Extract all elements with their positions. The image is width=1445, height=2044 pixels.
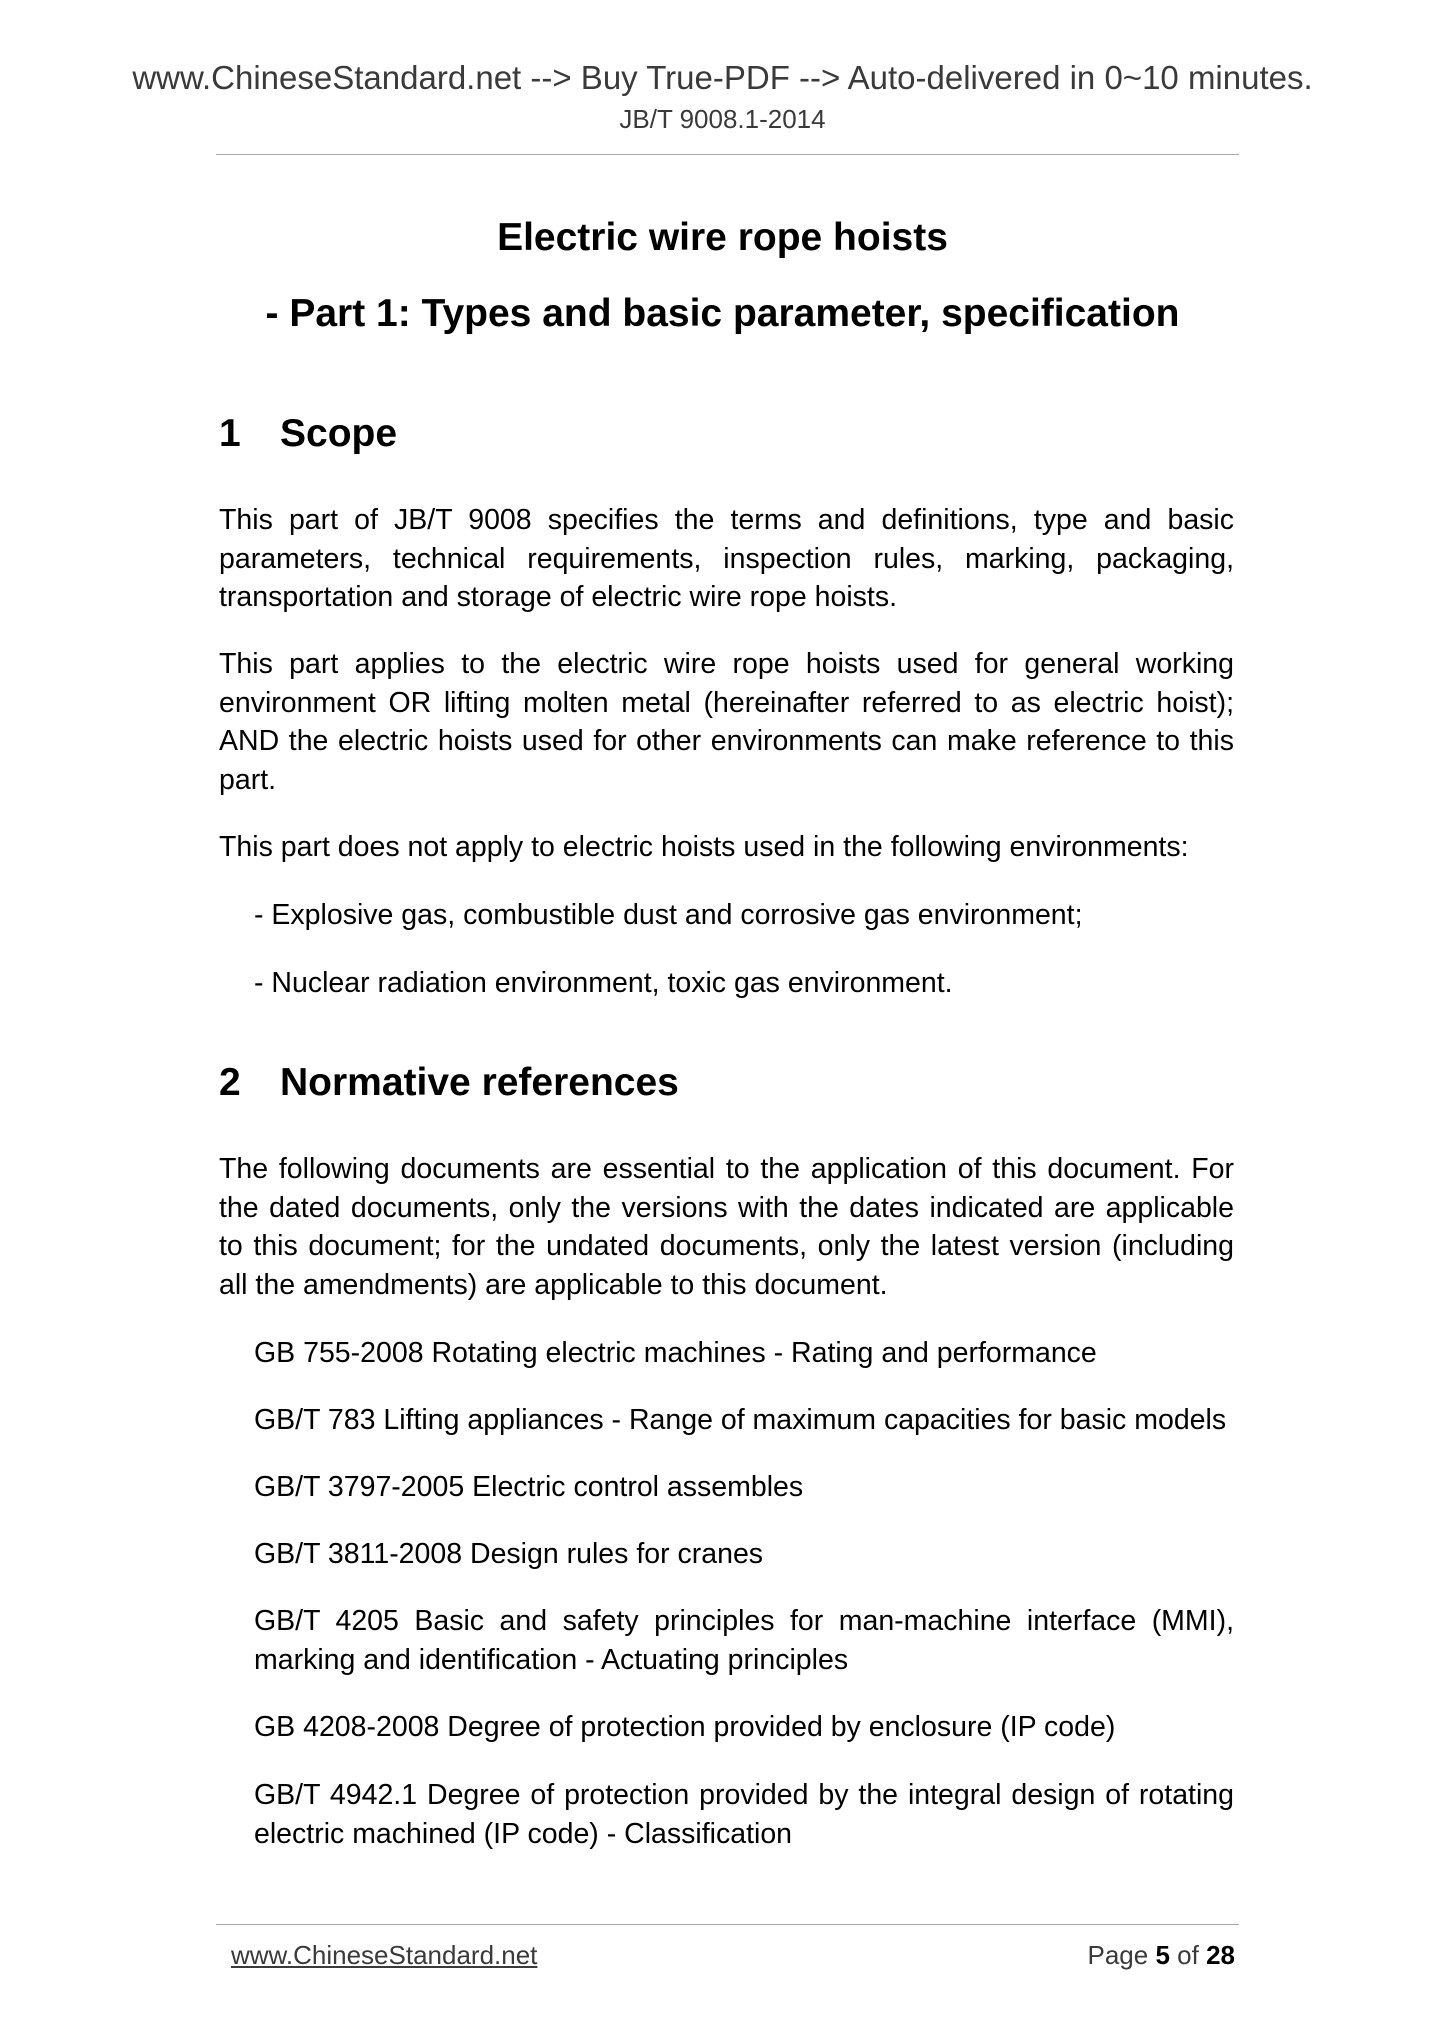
page-current: 5 xyxy=(1155,1940,1170,1970)
reference-item: GB/T 3811-2008 Design rules for cranes xyxy=(254,1538,764,1570)
section-number: 1 xyxy=(219,412,241,455)
footer-website-link[interactable]: www.ChineseStandard.net xyxy=(231,1940,538,1970)
reference-item: GB 4208-2008 Degree of protection provided by enclosure (IP code) xyxy=(254,1711,1116,1743)
reference-item: GB/T 783 Lifting appliances - Range of maximum capacities for basic models xyxy=(254,1404,1227,1436)
exclusion-list-item: - Nuclear radiation environment, toxic gas environment. xyxy=(254,967,953,999)
page-number xyxy=(1087,1939,1235,1971)
scope-paragraph-1: This part of JB/T 9008 specifies the terms and definitions, type and basic parameters, technical requirements, inspection rules, marking, packaging, transportation and storage of electric wire rope hoists. xyxy=(219,504,1234,613)
scope-paragraph-2: This part applies to the electric wire rope hoists used for general working environment OR lifting molten metal (hereinafter referred to as electric hoist); AND the electric hoists used for other environments can make reference to this part. xyxy=(219,648,1234,796)
reference-item: GB/T 4942.1 Degree of protection provided by the integral design of rotating electric machined (IP code) - Classification xyxy=(254,1779,1234,1850)
footer-divider xyxy=(216,1924,1239,1925)
section-heading-scope xyxy=(219,411,397,457)
header-divider xyxy=(216,154,1239,155)
page-of: of xyxy=(1177,1940,1199,1970)
exclusion-list-item: - Explosive gas, combustible dust and corrosive gas environment; xyxy=(254,899,1083,931)
standard-code: JB/T 9008.1-2014 xyxy=(619,104,826,134)
document-subtitle: - Part 1: Types and basic parameter, specification xyxy=(265,292,1180,335)
reference-item: GB/T 3797-2005 Electric control assembles xyxy=(254,1471,804,1503)
reference-item: GB/T 4205 Basic and safety principles for man-machine interface (MMI), marking and identification - Actuating principles xyxy=(254,1605,1234,1676)
page-total: 28 xyxy=(1206,1940,1235,1970)
section-number: 2 xyxy=(219,1061,241,1104)
page-prefix: Page xyxy=(1087,1940,1149,1970)
header-banner[interactable]: www.ChineseStandard.net --> Buy True-PDF --> Auto-delivered in 0~10 minutes. xyxy=(132,59,1313,96)
section-title: Scope xyxy=(280,412,398,455)
scope-paragraph-3: This part does not apply to electric hoists used in the following environments: xyxy=(219,831,1189,863)
document-title: Electric wire rope hoists xyxy=(497,216,948,259)
section-title: Normative references xyxy=(280,1061,679,1104)
section-heading-normative-references xyxy=(219,1060,679,1106)
reference-item: GB 755-2008 Rotating electric machines - Rating and performance xyxy=(254,1337,1097,1369)
references-intro-paragraph: The following documents are essential to the application of this document. For the dated documents, only the versions with the dates indicated are applicable to this document; for the undated documents, only the latest version (including all the amendments) are applicable to this document. xyxy=(219,1153,1234,1301)
